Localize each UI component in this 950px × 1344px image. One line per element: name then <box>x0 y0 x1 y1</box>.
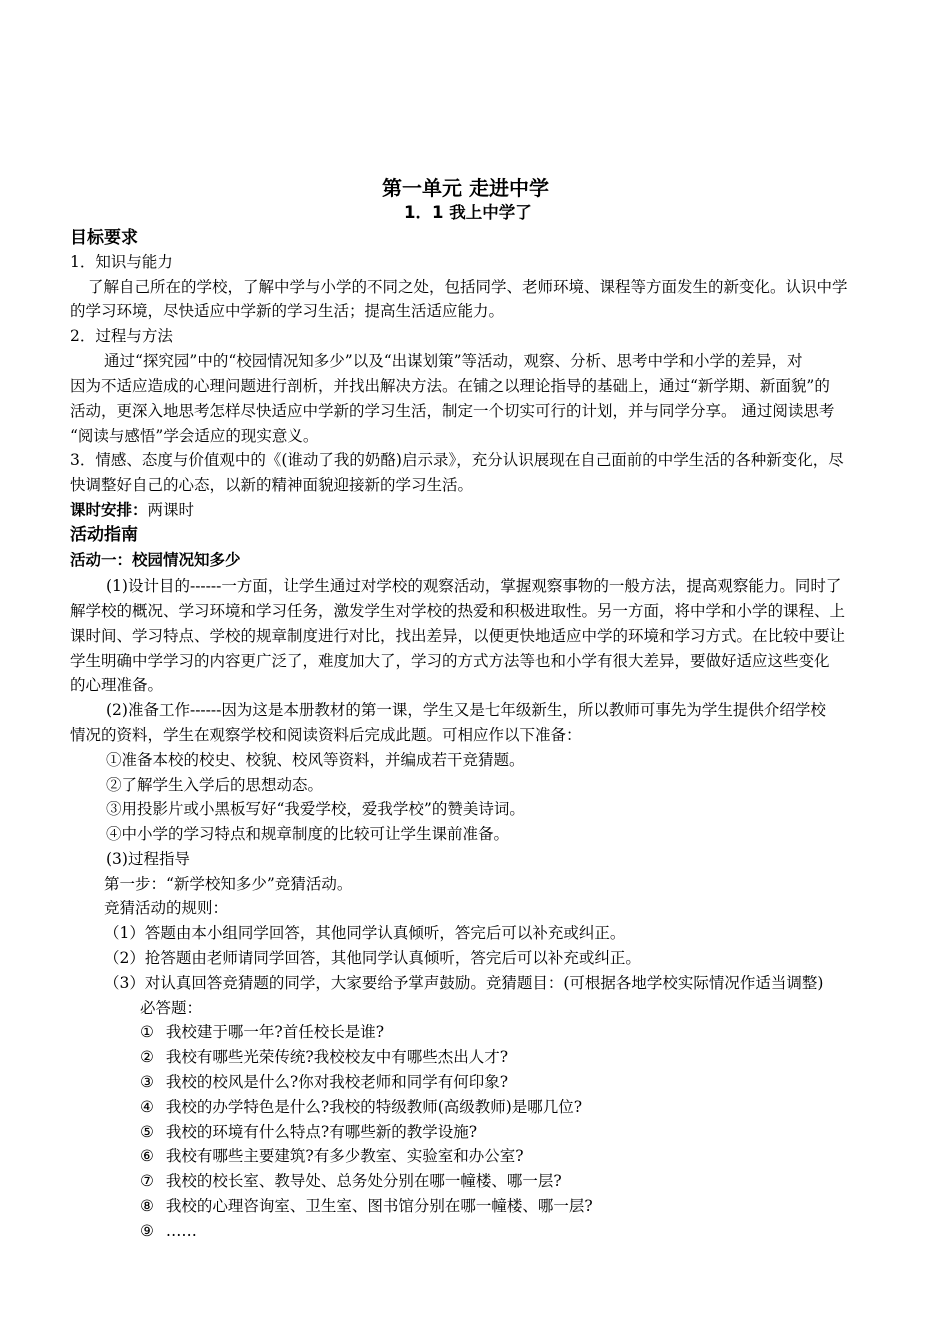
prep-item: ②了解学生入学后的思想动态。 <box>106 776 324 794</box>
step-1-text: 第一步：“新学校知多少”竞猜活动。 <box>104 875 353 893</box>
question-number: ⑦ <box>140 1172 154 1190</box>
goals-section-1-text: 的学习环境，尽快适应中学新的学习生活；提高生活适应能力。 <box>70 302 505 320</box>
preparation-text: 情况的资料，学生在观察学校和阅读资料后完成此题。可相应作以下准备： <box>70 726 582 744</box>
page-title: 第一单元 走进中学 <box>382 176 549 200</box>
schedule-line <box>70 498 194 522</box>
goals-section-2-text: 因为不适应造成的心理问题进行剖析，并找出解决方法。在铺之以理论指导的基础上，通过“新学期、新面貌”的 <box>70 377 830 395</box>
schedule-label: 课时安排： <box>70 501 148 519</box>
process-guide-title: (3)过程指导 <box>106 850 190 868</box>
design-purpose-text: (1)设计目的------一方面，让学生通过对学校的观察活动，掌握观察事物的一般方法，提高观察能力。同时了 <box>106 577 842 595</box>
activity-1-heading: 活动一：校园情况知多少 <box>70 551 241 569</box>
prep-item: ④中小学的学习特点和规章制度的比较可让学生课前准备。 <box>106 825 510 843</box>
question-text: 我校有哪些主要建筑?有多少教室、实验室和办公室? <box>165 1147 524 1165</box>
guide-heading: 活动指南 <box>70 525 138 545</box>
required-questions-title: 必答题： <box>140 999 203 1017</box>
goals-section-1-text: 了解自己所在的学校，了解中学与小学的不同之处，包括同学、老师环境、课程等方面发生的新变化。认识中学 <box>88 278 848 296</box>
question-item <box>140 1070 508 1094</box>
prep-item: ③用投影片或小黑板写好“我爱学校，爱我学校”的赞美诗词。 <box>106 800 525 818</box>
lesson-subtitle: 1．1 我上中学了 <box>404 203 532 222</box>
question-number: ⑥ <box>140 1147 154 1165</box>
schedule-value: 两课时 <box>147 501 195 519</box>
question-number: ⑤ <box>140 1123 154 1141</box>
question-number: ② <box>140 1048 154 1066</box>
design-purpose-text: 解学校的概况、学习环境和学习任务，激发学生对学校的热爱和积极进取性。另一方面，将中学和小学的课程、上 <box>70 602 846 620</box>
question-item <box>140 1095 582 1119</box>
question-item <box>140 1194 593 1218</box>
question-text: 我校的校长室、教导处、总务处分别在哪一幢楼、哪一层? <box>165 1172 562 1190</box>
question-text: 我校建于哪一年?首任校长是谁? <box>165 1023 385 1041</box>
goals-section-1-title: 1．知识与能力 <box>70 253 173 271</box>
question-number: ③ <box>140 1073 154 1091</box>
question-item <box>140 1144 524 1168</box>
question-item <box>140 1120 477 1144</box>
goals-section-3-text: 快调整好自己的心态，以新的精神面貌迎接新的学习生活。 <box>70 476 474 494</box>
rule-item: （1）答题由本小组同学回答，其他同学认真倾听，答完后可以补充或纠正。 <box>104 924 626 942</box>
goals-section-2-text: 通过“探究园”中的“校园情况知多少”以及“出谋划策”等活动，观察、分析、思考中学和小学的差异，对 <box>104 352 803 370</box>
design-purpose-text: 课时间、学习特点、学校的规章制度进行对比，找出差异，以便更快地适应中学的环境和学习方式。在比较中要让 <box>70 627 846 645</box>
question-item <box>140 1219 197 1243</box>
question-item <box>140 1169 562 1193</box>
question-item <box>140 1045 508 1069</box>
design-purpose-text: 学生明确中学学习的内容更广泛了，难度加大了，学习的方式方法等也和小学有很大差异，要做好适应这些变化 <box>70 652 830 670</box>
question-text: 我校的校风是什么?你对我校老师和同学有何印象? <box>165 1073 509 1091</box>
rule-item: （3）对认真回答竞猜题的同学，大家要给予掌声鼓励。竞猜题目：(可根据各地学校实际情况作适当调整) <box>104 974 824 992</box>
goals-section-2-title: 2．过程与方法 <box>70 327 173 345</box>
goals-section-3-text: 3．情感、态度与价值观中的《(谁动了我的奶酪)启示录》，充分认识展现在自己面前的中学生活的各种新变化，尽 <box>70 451 844 469</box>
preparation-text: (2)准备工作------因为这是本册教材的第一课，学生又是七年级新生，所以教师可事先为学生提供介绍学校 <box>106 701 826 719</box>
question-text: 我校的办学特色是什么?我校的特级教师(高级教师)是哪几位? <box>165 1098 583 1116</box>
design-purpose-text: 的心理准备。 <box>70 676 164 694</box>
rule-item: （2）抢答题由老师请同学回答，其他同学认真倾听，答完后可以补充或纠正。 <box>104 949 641 967</box>
goals-section-2-text: “阅读与感悟”学会适应的现实意义。 <box>70 427 319 445</box>
goals-section-2-text: 活动，更深入地思考怎样尽快适应中学新的学习生活，制定一个切实可行的计划，并与同学分享。 通过阅读思考 <box>70 402 835 420</box>
question-text: …… <box>165 1222 197 1240</box>
rules-title: 竞猜活动的规则： <box>104 899 229 917</box>
question-number: ⑨ <box>140 1222 154 1240</box>
question-text: 我校的环境有什么特点?有哪些新的教学设施? <box>165 1123 478 1141</box>
question-item <box>140 1020 384 1044</box>
prep-item: ①准备本校的校史、校貌、校风等资料，并编成若干竞猜题。 <box>106 751 525 769</box>
question-number: ① <box>140 1023 154 1041</box>
question-number: ④ <box>140 1098 154 1116</box>
question-number: ⑧ <box>140 1197 154 1215</box>
goals-heading: 目标要求 <box>70 228 138 248</box>
question-text: 我校有哪些光荣传统?我校校友中有哪些杰出人才? <box>165 1048 509 1066</box>
question-text: 我校的心理咨询室、卫生室、图书馆分别在哪一幢楼、哪一层? <box>165 1197 593 1215</box>
